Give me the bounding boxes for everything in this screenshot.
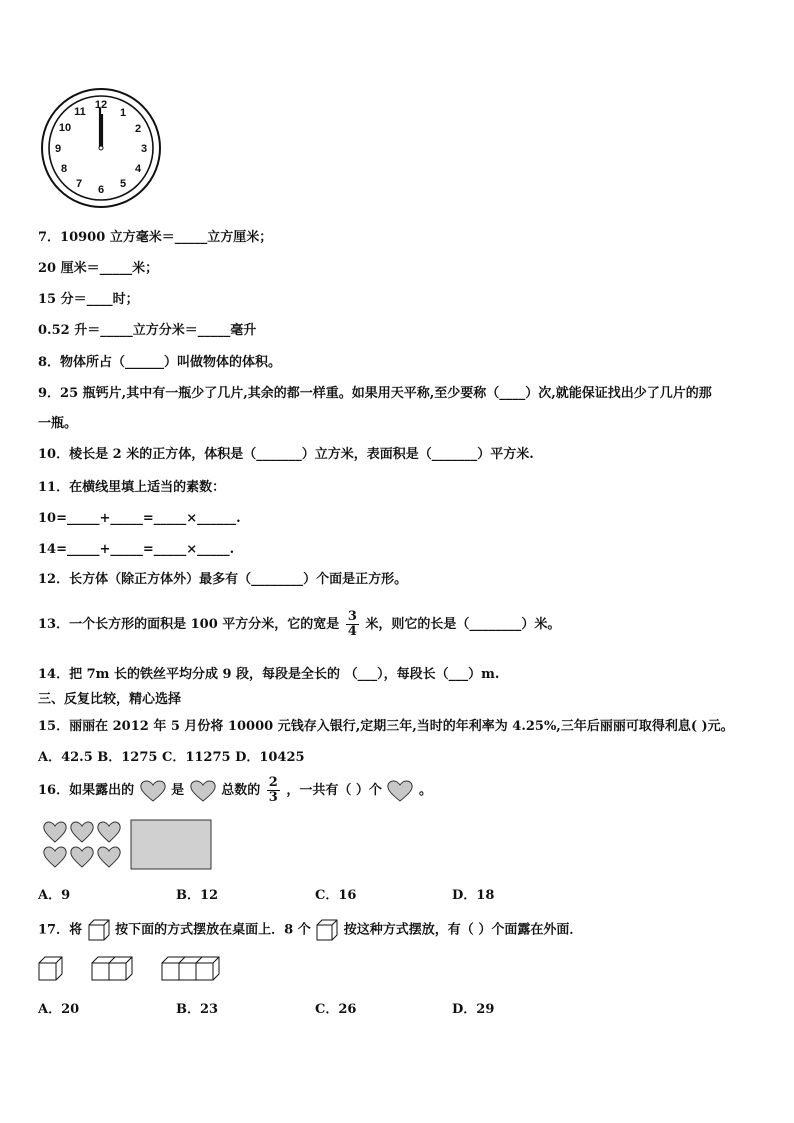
q12-text: 12．长方体（除正方体外）最多有（________）个面是正方形。 <box>38 572 408 587</box>
clock-number-9: 9 <box>54 143 62 155</box>
q13-fraction-denominator: 4 <box>347 624 357 639</box>
q16-option-a: A．9 <box>38 888 71 903</box>
q17-part3: 按这种方式摆放，有（ ）个面露在外面． <box>343 922 583 938</box>
q11-line1: 11．在横线里填上适当的素数： <box>38 480 226 495</box>
q17-option-c: C．26 <box>315 1002 357 1017</box>
q13-text <box>38 610 560 639</box>
q7-line2: 20 厘米＝_____米； <box>38 261 159 276</box>
clock-number-7: 7 <box>75 178 83 190</box>
q16-fraction <box>267 776 280 805</box>
q15-text: 15．丽丽在 2012 年 5 月份将 10000 元钱存入银行,定期三年,当时的年利率为 4.25%,三年后丽丽可取得利息( )元。 <box>38 719 734 734</box>
q14-text: 14．把 7m 长的铁丝平均分成 9 段，每段是全长的 （___），每段长（___）m. <box>38 667 500 682</box>
heart-icon <box>44 847 66 867</box>
clock-number-1: 1 <box>119 107 127 119</box>
q11-line2: 10=_____+_____=_____×______. <box>38 511 241 526</box>
heart-icon <box>386 779 414 803</box>
q17-part1: 17．将 <box>38 922 83 938</box>
q16-fraction-denominator: 3 <box>268 790 278 805</box>
q16-part3: 总数的 <box>221 783 261 798</box>
clock-number-11: 11 <box>74 106 86 118</box>
q13-after: 米，则它的长是（________）米。 <box>365 617 561 632</box>
q17-option-d: D．29 <box>452 1002 495 1017</box>
q9-line2: 一瓶。 <box>38 416 78 431</box>
q16-option-d: D．18 <box>452 888 495 903</box>
heart-icon <box>189 779 217 803</box>
q7-line4: 0.52 升＝_____立方分米＝_____毫升 <box>38 323 257 338</box>
cube-row-1 <box>39 957 62 980</box>
q16-figure <box>38 818 214 872</box>
heart-icon <box>71 847 93 867</box>
q16-part2: 是 <box>171 783 185 798</box>
q17-option-a: A．20 <box>38 1002 80 1017</box>
heart-icon <box>98 847 120 867</box>
cube-icon <box>87 918 111 942</box>
q16-option-b: B．12 <box>176 888 219 903</box>
q10-text: 10．棱长是 2 米的正方体，体积是（_______）立方米，表面积是（_______）平方米. <box>38 447 534 462</box>
q17-option-b: B．23 <box>176 1002 219 1017</box>
q17-part2: 按下面的方式摆放在桌面上．8 个 <box>115 922 311 938</box>
q17-text <box>38 918 582 942</box>
clock-figure <box>38 88 164 208</box>
q16-option-c: C．16 <box>315 888 357 903</box>
q9-line1: 9．25 瓶钙片,其中有一瓶少了几片,其余的都一样重。如果用天平称,至少要称（____）次,就能保证找出少了几片的那 <box>38 386 712 401</box>
q13-before: 13．一个长方形的面积是 100 平方分米，它的宽是 <box>38 617 340 632</box>
q11-line3: 14=_____+_____=_____×_____. <box>38 542 235 557</box>
heart-icon <box>71 822 93 842</box>
q8-text: 8．物体所占（______）叫做物体的体积。 <box>38 355 282 370</box>
clock-number-5: 5 <box>119 178 127 190</box>
clock-number-12: 12 <box>94 99 108 111</box>
q16-part1: 16．如果露出的 <box>38 783 135 798</box>
q13-fraction-numerator: 3 <box>347 609 357 624</box>
heart-icon <box>139 779 167 803</box>
q16-part4: ，一共有（ ）个 <box>286 783 382 798</box>
clock-number-4: 4 <box>134 163 142 175</box>
q17-figure <box>38 955 228 983</box>
heart-icon <box>98 822 120 842</box>
clock-number-3: 3 <box>140 143 148 155</box>
q13-fraction <box>346 610 359 639</box>
q7-line1: 7．10900 立方毫米＝_____立方厘米； <box>38 230 273 245</box>
q16-part5: 。 <box>418 783 432 798</box>
covered-area-box <box>131 820 211 869</box>
cube-row-2 <box>92 957 132 980</box>
cube-icon <box>315 918 339 942</box>
q15-options: A．42.5 B．1275 C．11275 D．10425 <box>38 750 305 765</box>
heart-icon <box>44 822 66 842</box>
clock-number-10: 10 <box>58 122 72 134</box>
q16-text <box>38 776 432 805</box>
clock-number-2: 2 <box>134 123 142 135</box>
clock-number-8: 8 <box>60 163 68 175</box>
section3-heading: 三、反复比较，精心选择 <box>38 692 182 707</box>
q7-line3: 15 分＝____时； <box>38 292 139 307</box>
q16-fraction-numerator: 2 <box>268 775 278 790</box>
cube-row-3 <box>162 957 219 980</box>
clock-number-6: 6 <box>97 184 105 196</box>
